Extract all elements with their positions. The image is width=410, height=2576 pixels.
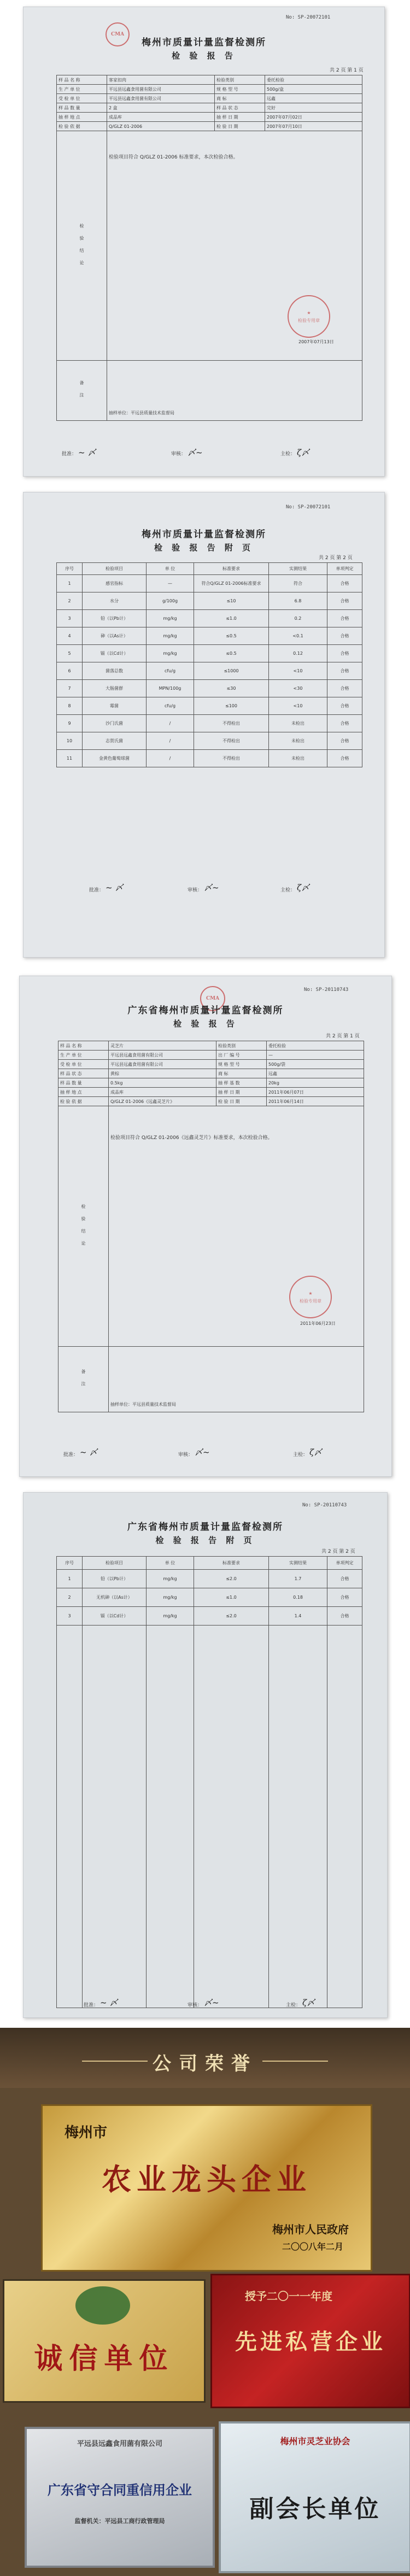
emblem-icon <box>75 2286 130 2325</box>
cell: 1 <box>57 575 83 592</box>
table-row <box>57 575 362 592</box>
cell: 合格 <box>327 750 362 767</box>
report-4-panel <box>0 1481 410 2028</box>
column-header: 检验项目 <box>83 1557 147 1570</box>
cell: 金黄色葡萄球菌 <box>83 750 147 767</box>
report-number: No: SP-20072101 <box>286 15 331 20</box>
report-2-panel <box>0 484 410 965</box>
conclusion-text: 检验项目符合 Q/GLZ 01-2006《远鑫灵芝片》标准要求，本次检验合格。 <box>110 1135 273 1141</box>
institute-name: 梅州市质量计量监督检测所 <box>142 529 266 540</box>
row-label: 检验类别 <box>215 75 265 85</box>
row-value: 成品库 <box>107 113 215 122</box>
report-sheet <box>19 976 392 1477</box>
report-1-panel <box>0 0 410 484</box>
cell: cfu/g <box>147 662 194 680</box>
inspector-signature: ζ〆 <box>309 1447 323 1457</box>
row-label: 样 品 名 称 <box>58 1041 109 1051</box>
table-blank-area <box>57 1626 362 2008</box>
table-row <box>57 750 362 767</box>
report-sheet <box>23 1492 388 2018</box>
seal-text: 检验专用章 <box>300 1299 321 1304</box>
approve-label: 批准： <box>84 2003 99 2008</box>
page-indicator: 共 2 页 第 1 页 <box>330 68 364 73</box>
cell: 合格 <box>327 732 362 750</box>
row-value: 2007年07月02日 <box>265 113 362 122</box>
cell: 符合Q/GLZ 01-2006标准要求 <box>194 575 269 592</box>
cell: 6.8 <box>269 592 327 610</box>
cell: 3 <box>57 1607 83 1626</box>
table-row <box>57 75 362 85</box>
plaque-line2: 农业龙头企业 <box>102 2162 312 2197</box>
report-title: 检 验 报 告 <box>173 1019 238 1029</box>
cell: 3 <box>57 610 83 627</box>
row-value: 20kg <box>267 1078 364 1088</box>
table-row <box>58 1106 364 1347</box>
cell: 7 <box>57 680 83 697</box>
review-label: 审核： <box>178 1452 194 1458</box>
row-label: 检验类别 <box>216 1041 267 1051</box>
conclusion-label: 检 验 结 论 <box>58 1106 109 1347</box>
row-value: 平远县远鑫食用菌有限公司 <box>109 1060 216 1069</box>
table-row <box>57 361 362 421</box>
report-info-table <box>58 1041 364 1412</box>
cell: <0.1 <box>269 627 327 645</box>
plaque-issuer: 监督机关：平远县工商行政管理局 <box>74 2518 165 2525</box>
report-title: 检 验 报 告 附 页 <box>155 1535 255 1545</box>
row-label: 样 品 数 量 <box>58 1078 109 1088</box>
row-value: — <box>267 1051 364 1060</box>
cell: — <box>147 575 194 592</box>
row-value: 灵芝片 <box>109 1041 216 1051</box>
review-label: 审核： <box>171 451 186 457</box>
cell: 10 <box>57 732 83 750</box>
cell: 合格 <box>327 662 362 680</box>
cell: ≤1000 <box>194 662 269 680</box>
row-label: 抽 样 日 期 <box>216 1088 267 1097</box>
cell: 11 <box>57 750 83 767</box>
reviewer-signature: 〆~ <box>204 1998 219 2008</box>
cma-logo-icon: CMA <box>106 22 130 46</box>
row-value: 平远县远鑫食用菌有限公司 <box>109 1051 216 1060</box>
remark-text: 抽样单位：平远县质量技术监督局 <box>110 1402 176 1407</box>
cell: MPN/100g <box>147 680 194 697</box>
cell: 菌落总数 <box>83 662 147 680</box>
report-sheet <box>23 7 385 477</box>
cell: 2 <box>57 592 83 610</box>
row-value: Q/GLZ 01-2006《远鑫灵芝片》 <box>109 1097 216 1106</box>
cell: 0.2 <box>269 610 327 627</box>
row-value: 500g/盒 <box>265 85 362 94</box>
plaque-text: 诚信单位 <box>34 2342 174 2375</box>
institute-name: 广东省梅州市质量计量监督检测所 <box>127 1005 284 1016</box>
row-value: 2007年07月10日 <box>265 122 362 131</box>
row-value: 客家扣肉 <box>107 75 215 85</box>
cell: mg/kg <box>147 1570 194 1588</box>
cell: 1.7 <box>269 1570 327 1588</box>
cell: 感官指标 <box>83 575 147 592</box>
plaque-agri-leading <box>41 2104 372 2272</box>
row-label: 商 标 <box>215 94 265 103</box>
row-label: 检 验 日 期 <box>216 1097 267 1106</box>
table-row <box>57 94 362 103</box>
plaque-date: 二〇〇八年二月 <box>282 2241 343 2252</box>
cell: 未检出 <box>269 732 327 750</box>
row-label: 抽 样 日 期 <box>215 113 265 122</box>
cell: <10 <box>269 697 327 715</box>
column-header: 单 位 <box>147 1557 194 1570</box>
row-label: 样 品 状 态 <box>58 1069 109 1078</box>
cell: ≤1.0 <box>194 610 269 627</box>
column-header: 单项判定 <box>327 563 362 575</box>
cell: 不得检出 <box>194 750 269 767</box>
row-label: 抽 样 基 数 <box>216 1078 267 1088</box>
plaque-text: 副会长单位 <box>249 2495 381 2523</box>
seal-star-icon: ★ <box>308 1291 313 1296</box>
plaque-company: 平远县远鑫食用菌有限公司 <box>77 2440 162 2448</box>
table-row <box>58 1097 364 1106</box>
inspector-signature: ζ〆 <box>297 883 310 893</box>
plaque-vice-president-unit <box>219 2421 410 2573</box>
report-title: 检 验 报 告 附 页 <box>154 543 254 553</box>
cell: 符合 <box>269 575 327 592</box>
approve-label: 批准： <box>62 451 77 457</box>
table-row <box>57 1607 362 1626</box>
cell: ≤0.5 <box>194 627 269 645</box>
inspector-label: 主检： <box>280 888 296 893</box>
cell: 合格 <box>327 680 362 697</box>
table-row <box>57 103 362 113</box>
row-value: 黄棕 <box>109 1069 216 1078</box>
cell: 未检出 <box>269 750 327 767</box>
cell: 2 <box>57 1588 83 1607</box>
cell: 合格 <box>327 592 362 610</box>
row-label: 规 格 型 号 <box>215 85 265 94</box>
table-header-row <box>57 1557 362 1570</box>
cell: 铅（以Pb计） <box>83 1570 147 1588</box>
report-sheet <box>23 492 385 958</box>
row-label: 检 验 依 据 <box>58 1097 109 1106</box>
row-label: 抽 样 地 点 <box>57 113 107 122</box>
approver-signature: ~ 〆 <box>106 883 124 893</box>
row-value: 远鑫 <box>265 94 362 103</box>
table-row <box>57 610 362 627</box>
column-header: 实测结果 <box>269 1557 327 1570</box>
cell: 不得检出 <box>194 732 269 750</box>
cell: 1 <box>57 1570 83 1588</box>
cell: 志贺氏菌 <box>83 732 147 750</box>
cell: 合格 <box>327 627 362 645</box>
cell: 合格 <box>327 1588 362 1607</box>
reviewer-signature: 〆~ <box>195 1447 210 1457</box>
cell: <10 <box>269 662 327 680</box>
column-header: 序号 <box>57 1557 83 1570</box>
cell: ≤2.0 <box>194 1607 269 1626</box>
institute-name: 梅州市质量计量监督检测所 <box>142 37 266 48</box>
inspector-label: 主检： <box>293 1452 308 1458</box>
reviewer-signature: 〆~ <box>188 448 203 457</box>
cell: / <box>147 750 194 767</box>
remark-label: 备 注 <box>57 361 107 421</box>
remark-label: 备 注 <box>58 1347 109 1412</box>
cell: 5 <box>57 645 83 662</box>
row-value: 2 盒 <box>107 103 215 113</box>
cell: 沙门氏菌 <box>83 715 147 732</box>
honors-title: 公司荣誉 <box>153 2053 257 2075</box>
row-label: 规 格 型 号 <box>216 1060 267 1069</box>
row-label: 检 验 日 期 <box>215 122 265 131</box>
cell: 1.4 <box>269 1607 327 1626</box>
row-value: 2011年06月07日 <box>267 1088 364 1097</box>
cell: 镉（以Cd计） <box>83 1607 147 1626</box>
row-label: 商 标 <box>216 1069 267 1078</box>
cell: cfu/g <box>147 697 194 715</box>
approver-signature: ~ 〆 <box>100 1998 118 2008</box>
row-value: 0.5kg <box>109 1078 216 1088</box>
cell: 4 <box>57 627 83 645</box>
approver-signature: ~ 〆 <box>80 1447 98 1457</box>
cell: 无机砷（以As计） <box>83 1588 147 1607</box>
approve-label: 批准： <box>89 888 104 893</box>
cell: 9 <box>57 715 83 732</box>
table-row <box>58 1051 364 1060</box>
results-table <box>56 1556 362 2008</box>
cell: ≤2.0 <box>194 1570 269 1588</box>
seal-star-icon: ★ <box>307 310 311 315</box>
row-value: 完好 <box>265 103 362 113</box>
inspector-signature: ζ〆 <box>297 448 310 457</box>
row-value: 500g/袋 <box>267 1060 364 1069</box>
column-header: 单 位 <box>147 563 194 575</box>
approve-label: 批准： <box>63 1452 79 1458</box>
plaque-advanced-enterprise <box>210 2274 410 2408</box>
column-header: 检验项目 <box>83 563 147 575</box>
inspection-seal <box>289 1276 332 1318</box>
cell: 合格 <box>327 1607 362 1626</box>
cell: ≤10 <box>194 592 269 610</box>
conclusion-text: 检验项目符合 Q/GLZ 01-2006 标准要求，本次检验合格。 <box>109 155 238 160</box>
cell: / <box>147 732 194 750</box>
row-label: 抽 样 地 点 <box>58 1088 109 1097</box>
cell: 镉（以Cd计） <box>83 645 147 662</box>
row-label: 生 产 单 位 <box>57 85 107 94</box>
table-row <box>58 1078 364 1088</box>
page-indicator: 共 2 页 第 2 页 <box>321 1549 355 1554</box>
column-header: 实测结果 <box>269 563 327 575</box>
table-row <box>57 627 362 645</box>
table-header-row <box>57 563 362 575</box>
row-label: 检 验 依 据 <box>57 122 107 131</box>
table-row <box>58 1069 364 1078</box>
column-header: 标准要求 <box>194 1557 269 1570</box>
cell: mg/kg <box>147 1607 194 1626</box>
table-row <box>57 85 362 94</box>
cell: 合格 <box>327 715 362 732</box>
table-row <box>57 131 362 361</box>
table-row <box>57 732 362 750</box>
cell: 砷（以As计） <box>83 627 147 645</box>
cma-logo-icon: CMA <box>200 986 225 1011</box>
cell: 合格 <box>327 1570 362 1588</box>
cell: 0.18 <box>269 1588 327 1607</box>
cell: ≤30 <box>194 680 269 697</box>
row-label: 受 检 单 位 <box>58 1060 109 1069</box>
row-label: 受 检 单 位 <box>57 94 107 103</box>
cell: 大肠菌群 <box>83 680 147 697</box>
plaque-contract-credit <box>25 2427 215 2568</box>
review-label: 审核： <box>188 2003 203 2008</box>
cell: 0.12 <box>269 645 327 662</box>
row-value: 平远县远鑫食用菌有限公司 <box>107 94 215 103</box>
table-row <box>57 715 362 732</box>
cell: 合格 <box>327 575 362 592</box>
plaque-top: 授予二〇一一年度 <box>245 2290 332 2303</box>
cell: 合格 <box>327 697 362 715</box>
report-info-table <box>56 75 362 421</box>
plaque-top: 梅州市灵芝业协会 <box>280 2436 350 2446</box>
report-3-panel <box>0 965 410 1481</box>
inspector-label: 主检： <box>280 451 296 457</box>
table-row <box>57 592 362 610</box>
row-value: 2011年06月14日 <box>267 1097 364 1106</box>
cell: 未检出 <box>269 715 327 732</box>
table-row <box>58 1060 364 1069</box>
cell: mg/kg <box>147 645 194 662</box>
plaque-issuer: 梅州市人民政府 <box>272 2223 349 2236</box>
cell: mg/kg <box>147 1588 194 1607</box>
cell: / <box>147 715 194 732</box>
inspector-signature: ζ〆 <box>302 1998 315 2008</box>
seal-date: 2007年07月13日 <box>298 339 334 344</box>
table-row <box>57 113 362 122</box>
page-indicator: 共 2 页 第 2 页 <box>319 555 353 561</box>
table-row <box>58 1041 364 1051</box>
plaque-line1: 梅州市 <box>65 2125 108 2141</box>
cell: g/100g <box>147 592 194 610</box>
row-label: 样 品 名 称 <box>57 75 107 85</box>
cell: mg/kg <box>147 610 194 627</box>
cell: 水分 <box>83 592 147 610</box>
row-label: 样 品 状 态 <box>215 103 265 113</box>
cell: 铅（以Pb计） <box>83 610 147 627</box>
conclusion-label: 检 验 结 论 <box>57 131 107 361</box>
reviewer-signature: 〆~ <box>204 883 219 893</box>
seal-text: 检验专用章 <box>298 318 320 323</box>
cell: ≤0.5 <box>194 645 269 662</box>
column-header: 单项判定 <box>327 1557 362 1570</box>
row-value: 远鑫 <box>267 1069 364 1078</box>
cell: ≤100 <box>194 697 269 715</box>
page-indicator: 共 2 页 第 1 页 <box>326 1034 360 1039</box>
cell: <30 <box>269 680 327 697</box>
plaque-text: 先进私营企业 <box>235 2329 386 2355</box>
results-table <box>56 562 362 767</box>
row-value: 委托检验 <box>265 75 362 85</box>
column-header: 序号 <box>57 563 83 575</box>
table-row <box>58 1088 364 1097</box>
table-row <box>57 662 362 680</box>
approver-signature: ~ 〆 <box>78 448 96 457</box>
table-row <box>57 122 362 131</box>
report-number: No: SP-20110743 <box>302 1503 347 1508</box>
table-row <box>57 645 362 662</box>
cell: 6 <box>57 662 83 680</box>
remark-text: 抽样单位：平远县质量技术监督局 <box>109 410 174 415</box>
cell: 合格 <box>327 645 362 662</box>
row-label: 出 厂 编 号 <box>216 1051 267 1060</box>
row-label: 生 产 单 位 <box>58 1051 109 1060</box>
row-value: 平远县远鑫食用菌有限公司 <box>107 85 215 94</box>
institute-name: 广东省梅州市质量计量监督检测所 <box>127 1522 283 1533</box>
cell: 霉菌 <box>83 697 147 715</box>
row-value: Q/GLZ 01-2006 <box>107 122 215 131</box>
inspector-label: 主检： <box>286 2003 301 2008</box>
seal-date: 2011年06月23日 <box>300 1321 336 1326</box>
inspection-seal <box>288 295 330 338</box>
report-number: No: SP-20110743 <box>304 987 349 993</box>
table-row <box>58 1347 364 1412</box>
plaque-credit-unit <box>3 2279 206 2403</box>
row-value: 委托检验 <box>267 1041 364 1051</box>
row-label: 样 品 数 量 <box>57 103 107 113</box>
row-value: 成品库 <box>109 1088 216 1097</box>
report-number: No: SP-20072101 <box>286 504 331 510</box>
table-row <box>57 680 362 697</box>
table-row <box>57 1588 362 1607</box>
table-row <box>57 697 362 715</box>
plaque-text: 广东省守合同重信用企业 <box>48 2482 192 2498</box>
column-header: 标准要求 <box>194 563 269 575</box>
cell: 不得检出 <box>194 715 269 732</box>
cell: 合格 <box>327 610 362 627</box>
cell: ≤1.0 <box>194 1588 269 1607</box>
table-row <box>57 1570 362 1588</box>
cell: 8 <box>57 697 83 715</box>
report-title: 检 验 报 告 <box>172 51 236 61</box>
cell: mg/kg <box>147 627 194 645</box>
review-label: 审核： <box>188 888 203 893</box>
